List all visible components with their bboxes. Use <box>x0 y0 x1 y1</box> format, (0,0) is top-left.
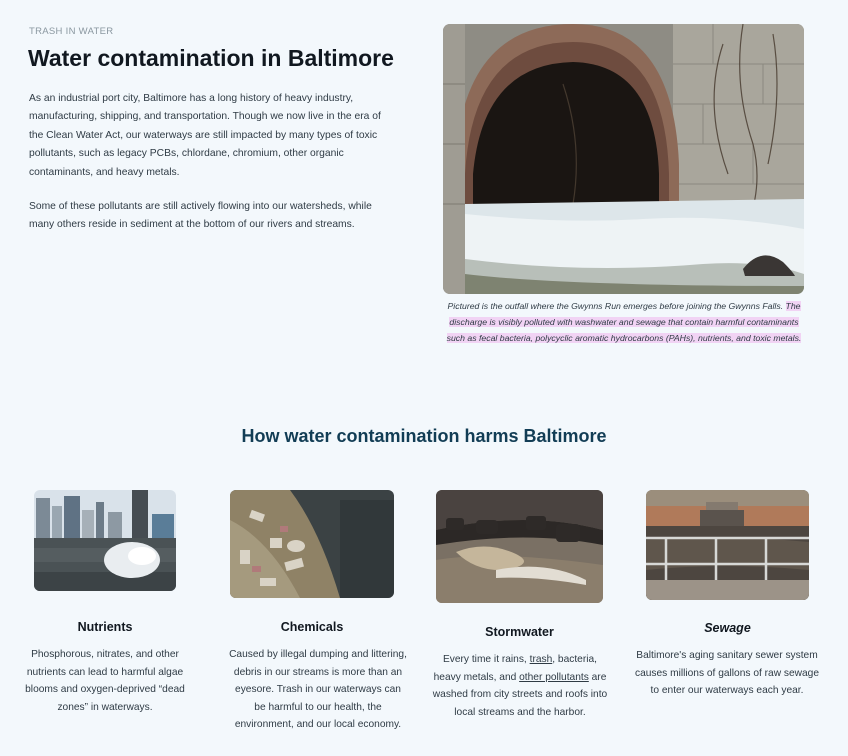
sewage-text: Baltimore's aging sanitary sewer system causes millions of gallons of raw sewage to enter our waterways each year. <box>634 650 820 697</box>
nutrients-photo <box>34 490 176 591</box>
nutrients-title: Nutrients <box>77 620 133 634</box>
intro-paragraph-1: As an industrial port city, Baltimore has a long history of heavy industry, manufacturing, shipping, and transportation. Though we now live in the era of the Clean Water Act, our waterways are still impacted by many types of toxic pollutants, such as legacy PCBs, chlordane, chromium, other organic contaminants, and heavy metals. <box>29 93 381 178</box>
caption-highlight: The discharge is visibly polluted with washwater and sewage that contain harmful contaminants such as fecal bacteria, polycyclic aromatic hydrocarbons (PAHs), nutrients, and toxic metals. <box>446 301 802 343</box>
stormwater-text-3: are washed from city streets and roofs into local streams and the harbor. <box>432 671 608 718</box>
outfall-photo-caption <box>441 298 807 346</box>
chemicals-title: Chemicals <box>280 620 344 634</box>
trash-link[interactable]: trash <box>529 654 553 665</box>
caption-plain: Pictured is the outfall where the Gwynns Run emerges before joining the Gwynns Falls. <box>447 301 786 311</box>
stormwater-text <box>428 651 612 721</box>
stormwater-text-1: Every time it rains, <box>442 654 530 665</box>
section-eyebrow: TRASH IN WATER <box>29 26 114 37</box>
page-title: Water contamination in Baltimore <box>28 45 394 71</box>
intro-text <box>29 90 383 235</box>
stormwater-title: Stormwater <box>485 625 554 639</box>
sewage-photo <box>646 490 809 600</box>
sewage-title: Sewage <box>704 621 751 635</box>
other-pollutants-link[interactable]: other pollutants <box>519 671 589 683</box>
harms-section-title: How water contamination harms Baltimore <box>241 426 607 446</box>
nutrients-text: Phosphorous, nitrates, and other nutrients can lead to harmful algae blooms and oxygen-deprived “dead zones” in waterways. <box>25 649 185 713</box>
chemicals-photo <box>230 490 394 598</box>
outfall-photo <box>443 24 804 294</box>
intro-paragraph-2: Some of these pollutants are still actively flowing into our watersheds, while many others reside in sediment at the bottom of our rivers and streams. <box>29 201 372 231</box>
stormwater-photo <box>436 490 603 603</box>
chemicals-text: Caused by illegal dumping and littering, debris in our streams is more than an eyesore. Trash in our waterways can be harmful to our health, the environment, and our local economy. <box>229 649 407 731</box>
stormwater-text-2: , bacteria, heavy metals, and <box>433 654 598 683</box>
